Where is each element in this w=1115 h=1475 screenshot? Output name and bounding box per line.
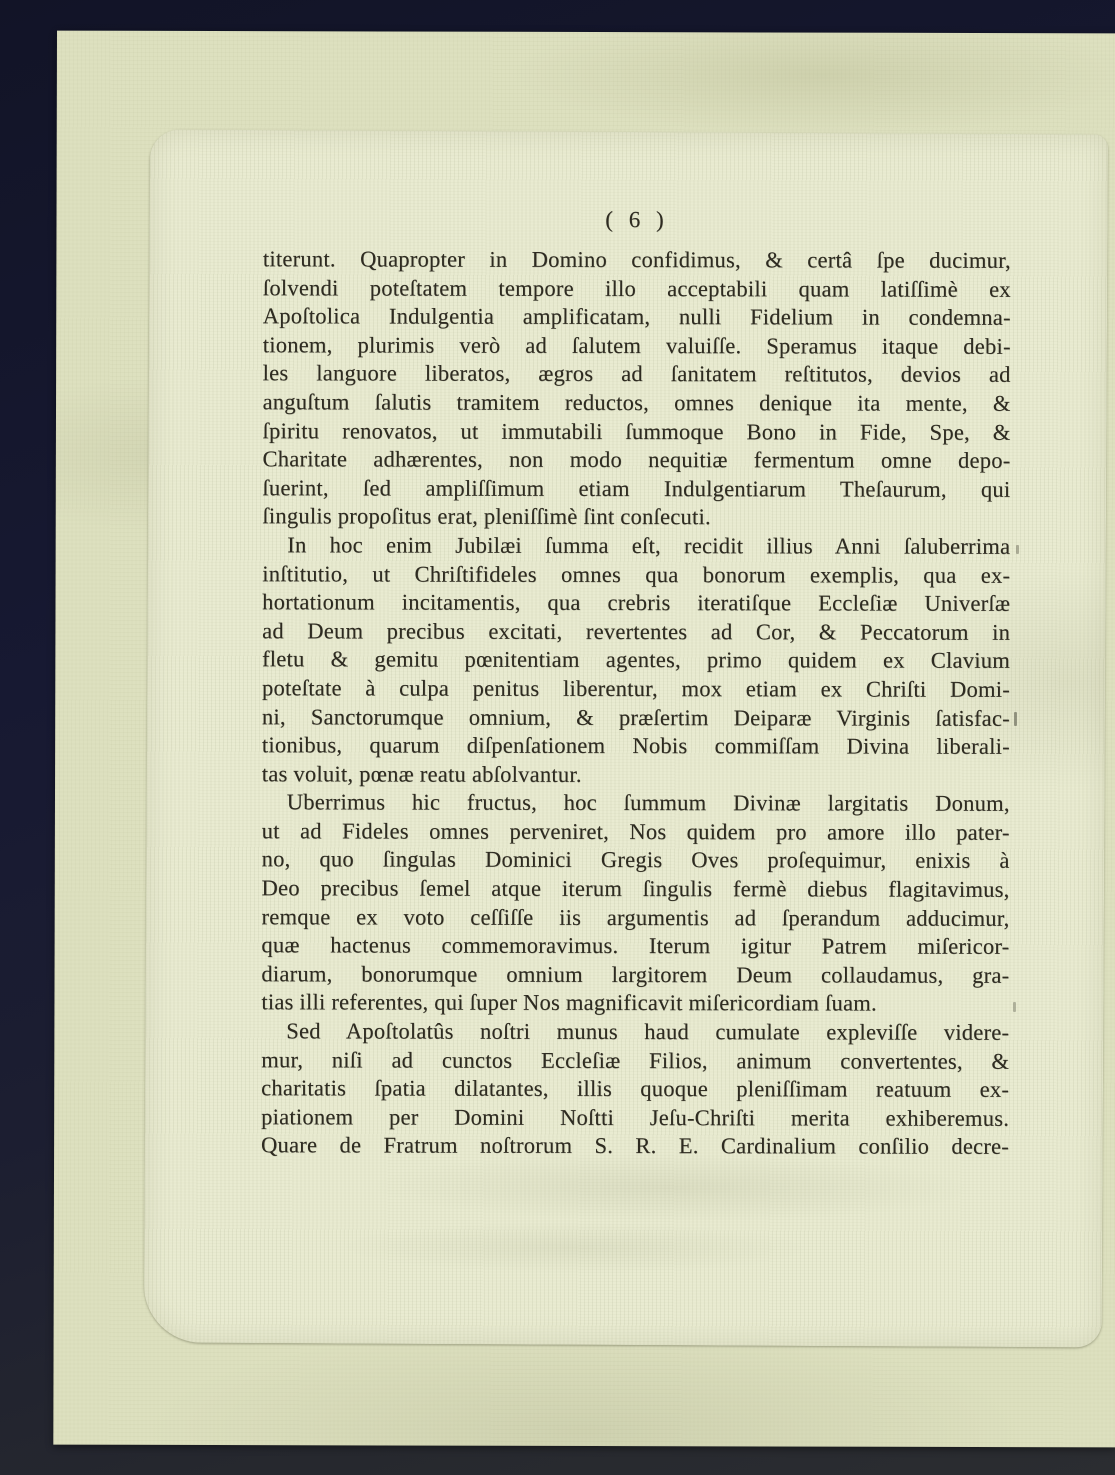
text-line: diarum, bonorumque omnium largitorem Deum collaudamus, gra- (261, 961, 1010, 988)
text-line: tionibus, quarum diſpenſationem Nobis commiſſam Divina liberali- (261, 732, 1010, 759)
page-number: ( 6 ) (605, 206, 669, 233)
text-line: tias illi referentes, qui ſuper Nos magnificavit miſericordiam ſuam. (261, 989, 877, 1016)
text-line: les languore liberatos, ægros ad ſanitatem reſtitutos, devios ad (262, 360, 1011, 388)
text-line: fletu & gemitu pœnitentiam agentes, primo quidem ex Clavium (262, 646, 1011, 674)
paragraphs-container (261, 245, 1011, 1162)
text-line: Deo precibus ſemel atque iterum ſingulis fermè diebus flagitavimus, (261, 875, 1010, 902)
text-line: ſpiritu renovatos, ut immutabili ſummoque Bono in Fide, Spe, & (262, 417, 1011, 445)
paragraph (261, 1017, 1009, 1162)
text-line: Charitate adhærentes, non modo nequitiæ fermentum omne depo- (262, 446, 1011, 473)
ink-speck (1016, 545, 1019, 554)
text-line: titerunt. Quapropter in Domino confidimus, & certâ ſpe ducimur, (262, 246, 1011, 273)
paragraph (262, 245, 1011, 533)
paragraph (262, 531, 1011, 790)
text-line: ſolvendi poteſtatem tempore illo acceptabili quam latiſſimè ex (262, 274, 1011, 302)
text-line: inſtitutio, ut Chriſtifideles omnes qua bonorum exemplis, qua ex- (262, 560, 1011, 588)
text-line: Apoſtolica Indulgentia amplificatam, nulli Fidelium in condemna- (262, 303, 1011, 330)
text-line: ut ad Fideles omnes perveniret, Nos quidem pro amore illo pater- (261, 818, 1010, 845)
text-line: hortationum incitamentis, qua crebris iteratiſque Eccleſiæ Univerſæ (262, 589, 1011, 616)
text-line: poteſtate à culpa penitus liberentur, mox etiam ex Chriſti Domi- (261, 675, 1011, 702)
paragraph (261, 788, 1009, 1018)
text-line: ni, Sanctorumque omnium, & præſertim Deiparæ Virginis ſatisfac- (261, 703, 1010, 731)
text-line: ſuerint, ſed ampliſſimum etiam Indulgentiarum Theſaurum, qui (262, 474, 1011, 502)
text-line: ad Deum precibus excitati, revertentes ad Cor, & Peccatorum in (262, 617, 1011, 645)
text-line: remque ex voto ceſſiſſe iis argumentis ad ſperandum adducimur, (261, 903, 1010, 931)
ink-speck (1013, 1002, 1016, 1012)
text-line: anguſtum ſalutis tramitem reductos, omnes denique ita mente, & (262, 389, 1011, 416)
text-line: no, quo ſingulas Dominici Gregis Oves proſequimur, enixis à (261, 846, 1010, 874)
text-line: tas voluit, pœnæ reatu abſolvantur. (261, 760, 582, 787)
ink-speck (1014, 712, 1017, 726)
text-line: Sed Apoſtolatûs noſtri munus haud cumulate expleviſſe videre- (286, 1018, 1010, 1045)
text-block (261, 205, 1011, 1162)
text-line: quæ hactenus commemoravimus. Iterum igitur Patrem miſericor- (261, 932, 1010, 960)
text-line: In hoc enim Jubilæi ſumma eſt, recidit illius Anni ſaluberrima (287, 532, 1011, 559)
text-line: mur, niſi ad cunctos Eccleſiæ Filios, animum convertentes, & (261, 1046, 1010, 1074)
text-line: ſingulis propoſitus erat, pleniſſimè ſint conſecuti. (262, 503, 711, 530)
text-line: tionem, plurimis verò ad ſalutem valuiſſe. Speramus itaque debi- (262, 331, 1011, 359)
text-line: Uberrimus hic fructus, hoc ſummum Divinæ largitatis Donum, (286, 789, 1010, 817)
text-line: piationem per Domini Noſtti Jeſu-Chriſti merita exhiberemus. (261, 1104, 1010, 1131)
text-line: charitatis ſpatia dilatantes, illis quoque pleniſſimam reatuum ex- (261, 1075, 1010, 1103)
text-line: Quare de Fratrum noſtrorum S. R. E. Cardinalium conſilio decre- (261, 1132, 1010, 1160)
